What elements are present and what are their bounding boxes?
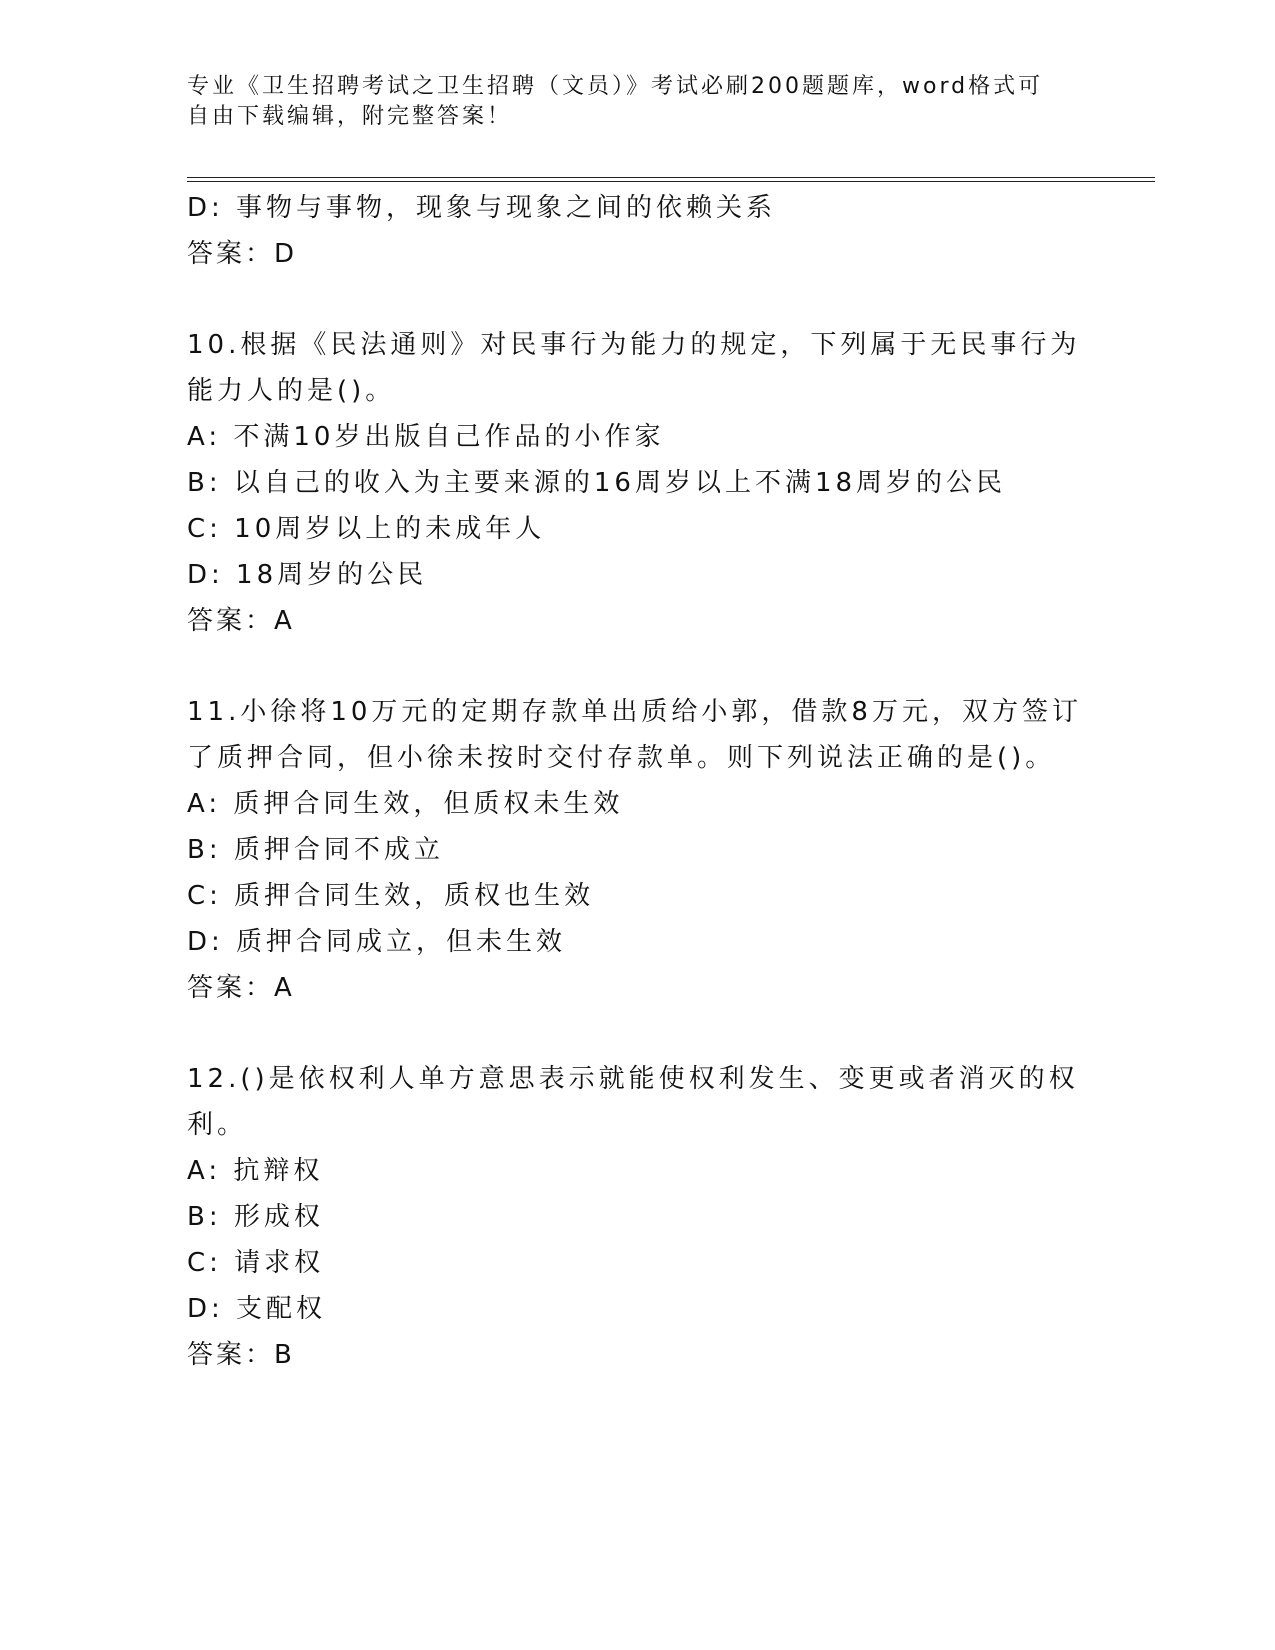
question-10 [187, 322, 1087, 644]
option-d: D: 支配权 [187, 1294, 327, 1324]
question-stem: 10.根据《民法通则》对民事行为能力的规定，下列属于无民事行为能力人的是()。 [187, 330, 1081, 406]
header-rule-bottom [187, 181, 1155, 182]
prev-answer: 答案：D [187, 239, 298, 269]
option-a: A: 质押合同生效，但质权未生效 [187, 789, 624, 819]
question-12 [187, 1056, 1087, 1378]
page-header: 专业《卫生招聘考试之卫生招聘（文员）》考试必刷200题题库，word格式可自由下载编辑，附完整答案！ [187, 74, 1044, 129]
answer: 答案：A [187, 973, 295, 1003]
option-d: D: 18周岁的公民 [187, 560, 428, 590]
option-c: C: 质押合同生效，质权也生效 [187, 881, 595, 911]
option-b: B: 以自己的收入为主要来源的16周岁以上不满18周岁的公民 [187, 468, 1007, 498]
document-body [187, 185, 1087, 1378]
option-c: C: 请求权 [187, 1248, 325, 1278]
option-c: C: 10周岁以上的未成年人 [187, 514, 546, 544]
question-stem: 12.()是依权利人单方意思表示就能使权利发生、变更或者消灭的权利。 [187, 1064, 1079, 1140]
header-rule-top [187, 177, 1155, 178]
question-stem: 11.小徐将10万元的定期存款单出质给小郭，借款8万元，双方签订了质押合同，但小徐未按时交付存款单。则下列说法正确的是()。 [187, 697, 1082, 773]
answer: 答案：B [187, 1340, 295, 1370]
prev-option-d: D: 事物与事物，现象与现象之间的依赖关系 [187, 193, 777, 223]
option-b: B: 形成权 [187, 1202, 324, 1232]
option-b: B: 质押合同不成立 [187, 835, 444, 865]
option-d: D: 质押合同成立，但未生效 [187, 927, 567, 957]
option-a: A: 抗辩权 [187, 1156, 324, 1186]
question-11 [187, 689, 1087, 1011]
option-a: A: 不满10岁出版自己作品的小作家 [187, 422, 665, 452]
answer: 答案：A [187, 606, 295, 636]
